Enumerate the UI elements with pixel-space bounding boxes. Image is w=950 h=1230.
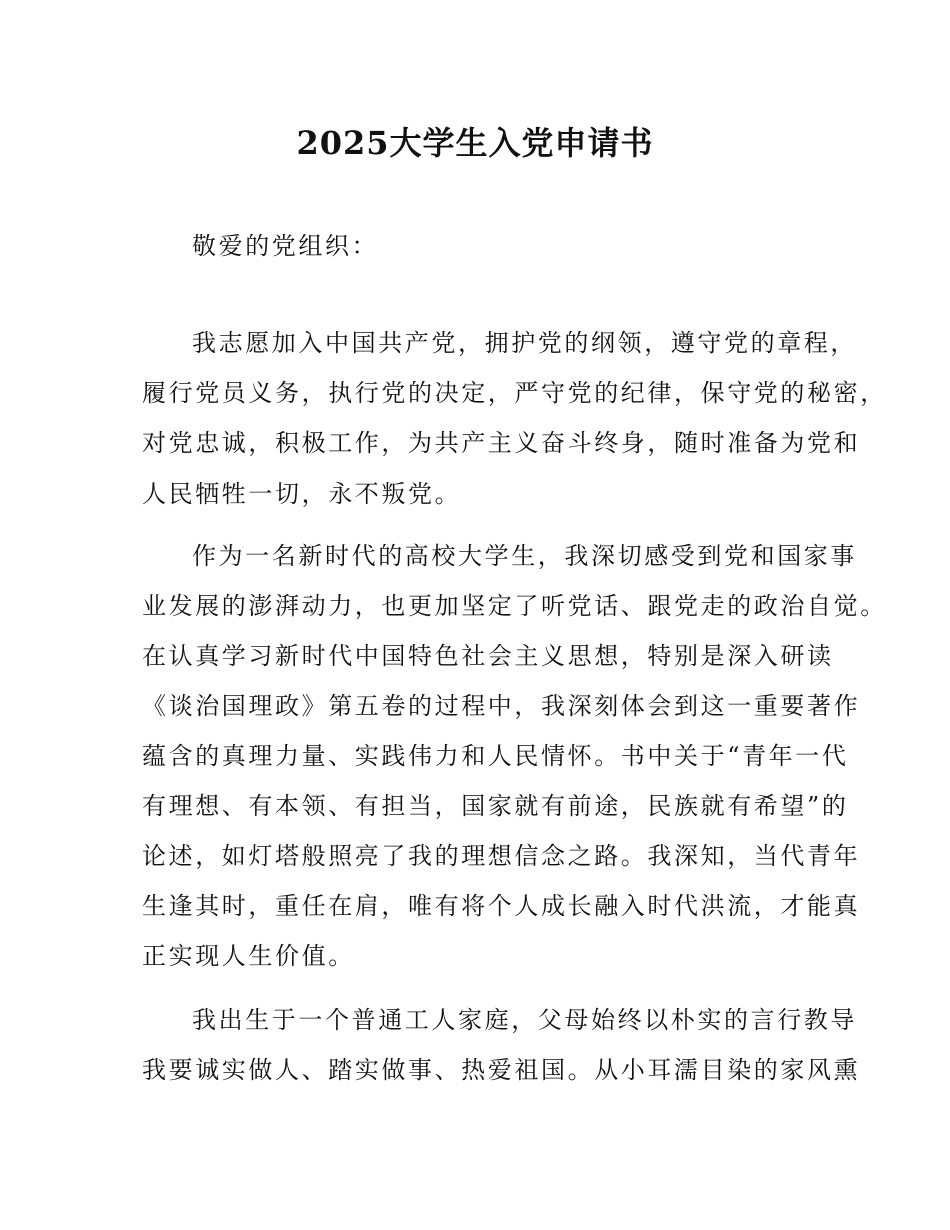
greeting: 敬爱的党组织：	[192, 232, 379, 260]
paragraph-line: 我志愿加入中国共产党，拥护党的纲领，遵守党的章程，	[192, 329, 857, 357]
paragraph-line: 论述，如灯塔般照亮了我的理想信念之路。我深知，当代青年	[142, 842, 861, 870]
paragraph-line: 业发展的澎湃动力，也更加坚定了听党话、跟党走的政治自觉。	[142, 592, 887, 620]
document-title: 2025大学生入党申请书	[296, 124, 654, 162]
paragraph-line: 我要诚实做人、踏实做事、热爱祖国。从小耳濡目染的家风熏	[142, 1056, 861, 1084]
paragraph-line: 人民牺牲一切，永不叛党。	[142, 480, 462, 508]
paragraph-line: 在认真学习新时代中国特色社会主义思想，特别是深入研读	[142, 642, 834, 670]
paragraph-line: 蕴含的真理力量、实践伟力和人民情怀。书中关于“青年一代	[142, 742, 849, 770]
paragraph-line: 对党忠诚，积极工作，为共产主义奋斗终身，随时准备为党和	[142, 429, 861, 457]
paragraph-line: 我出生于一个普通工人家庭，父母始终以朴实的言行教导	[192, 1006, 857, 1034]
paragraph-line: 生逢其时，重任在肩，唯有将个人成长融入时代洪流，才能真	[142, 892, 861, 920]
paragraph-line: 《谈治国理政》第五卷的过程中，我深刻体会到这一重要著作	[142, 692, 861, 720]
paragraph-line: 正实现人生价值。	[142, 942, 355, 970]
paragraph-line: 有理想、有本领、有担当，国家就有前途，民族就有希望”的	[142, 792, 849, 820]
paragraph-line: 履行党员义务，执行党的决定，严守党的纪律，保守党的秘密，	[142, 379, 887, 407]
paragraph-line: 作为一名新时代的高校大学生，我深切感受到党和国家事	[192, 542, 857, 570]
